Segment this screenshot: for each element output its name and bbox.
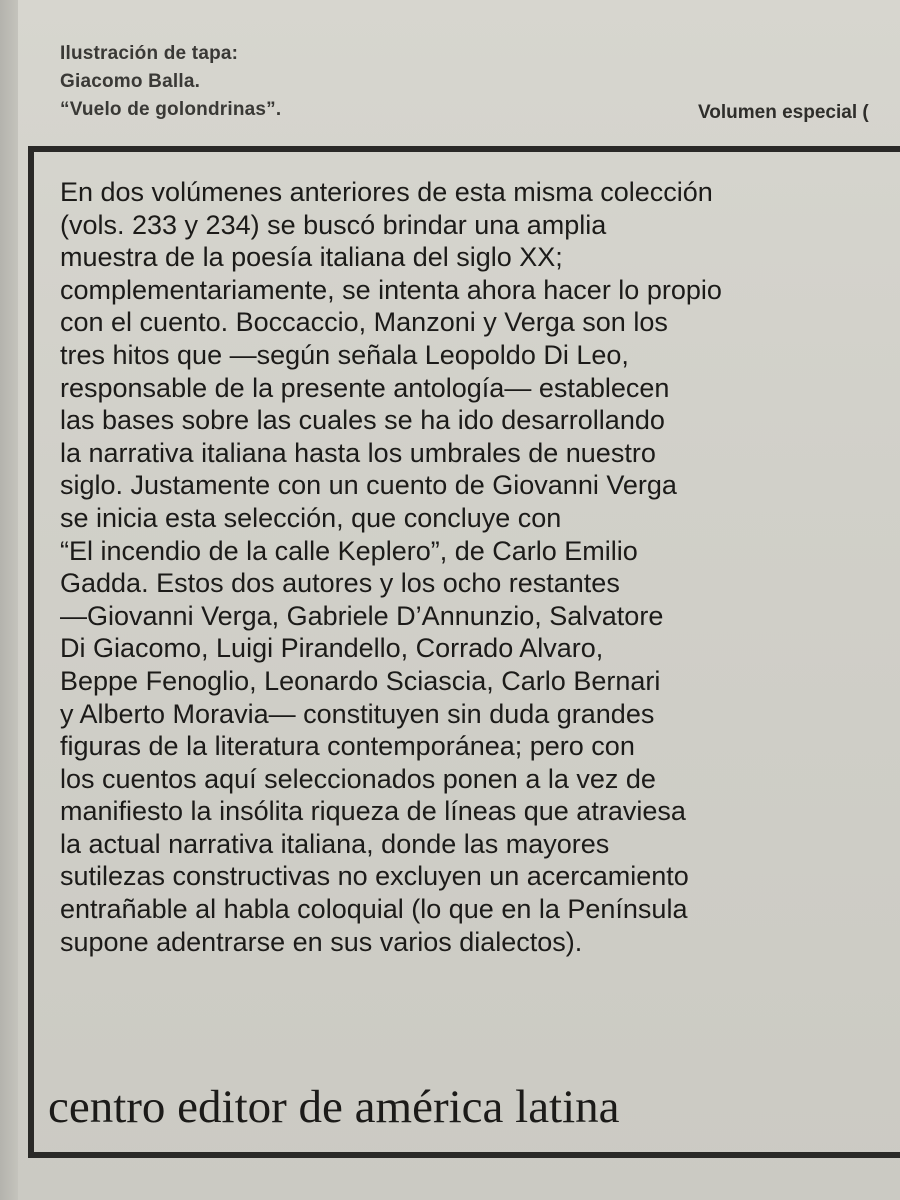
blurb-line: —Giovanni Verga, Gabriele D’Annunzio, Salvatore [60, 600, 664, 631]
blurb-line: con el cuento. Boccaccio, Manzoni y Verga son los [60, 307, 668, 338]
blurb-line: la actual narrativa italiana, donde las mayores [60, 828, 610, 859]
blurb-line: En dos volúmenes anteriores de esta misma colección [60, 177, 713, 207]
credit-line: “Vuelo de golondrinas”. [60, 99, 282, 120]
blurb-text [60, 176, 860, 958]
blurb-line: Di Giacomo, Luigi Pirandello, Corrado Alvaro, [60, 633, 604, 664]
blurb-line: siglo. Justamente con un cuento de Giovanni Verga [60, 470, 677, 501]
credit-line: Giacomo Balla. [60, 71, 201, 92]
cover-illustration-credit [60, 40, 281, 124]
page-edge [0, 0, 18, 1200]
blurb-line: Gadda. Estos dos autores y los ocho restantes [60, 568, 620, 599]
publisher-name: centro editor de américa latina [48, 1081, 620, 1133]
blurb-line: tres hitos que —según señala Leopoldo Di Leo, [60, 339, 629, 370]
blurb-line: Beppe Fenoglio, Leonardo Sciascia, Carlo Bernari [60, 665, 661, 696]
blurb-line: manifiesto la insólita riqueza de líneas que atraviesa [60, 796, 686, 827]
blurb-line: y Alberto Moravia— constituyen sin duda grandes [60, 698, 655, 729]
blurb-line: la narrativa italiana hasta los umbrales de nuestro [60, 437, 656, 468]
blurb-line: responsable de la presente antología— establecen [60, 372, 670, 403]
blurb-line: (vols. 233 y 234) se buscó brindar una amplia [60, 209, 607, 240]
blurb-line: complementariamente, se intenta ahora hacer lo propio [60, 274, 722, 305]
credit-line: Ilustración de tapa: [60, 43, 239, 64]
blurb-line: los cuentos aquí seleccionados ponen a la vez de [60, 763, 656, 794]
blurb-line: las bases sobre las cuales se ha ido desarrollando [60, 405, 665, 436]
blurb-line: muestra de la poesía italiana del siglo XX; [60, 242, 563, 273]
blurb-line: “El incendio de la calle Keplero”, de Carlo Emilio [60, 535, 638, 566]
blurb-line: figuras de la literatura contemporánea; pero con [60, 731, 635, 762]
blurb-line: entrañable al habla coloquial (lo que en la Península [60, 894, 688, 925]
blurb-line: supone adentrarse en sus varios dialectos). [60, 926, 583, 957]
blurb-line: sutilezas constructivas no excluyen un acercamiento [60, 861, 689, 892]
blurb-line: se inicia esta selección, que concluye con [60, 502, 562, 533]
volume-note: Volumen especial ( [698, 102, 869, 123]
